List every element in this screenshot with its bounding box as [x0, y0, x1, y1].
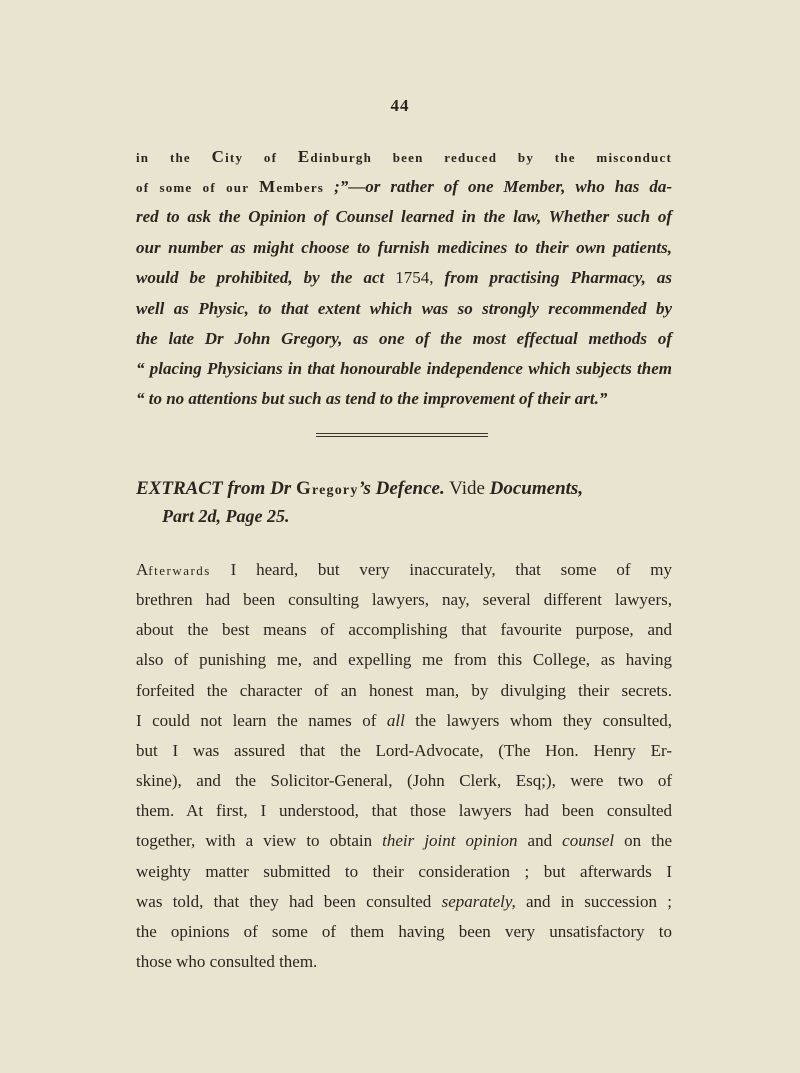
extract-heading — [136, 478, 583, 500]
text-span: the lawyers whom they consulted, — [404, 711, 672, 730]
text-span: E — [297, 147, 311, 166]
text-span: joint opinion — [414, 831, 518, 850]
text-line — [136, 268, 672, 288]
text-span: of some of our — [136, 180, 260, 195]
text-line: those who consulted them. — [136, 952, 318, 971]
text-span: ;”—or rather of one Member, who has da- — [324, 177, 672, 196]
text-span: embers — [276, 180, 325, 195]
extract-subheading: Part 2d, Page 25. — [162, 506, 290, 526]
text-span: G — [295, 478, 312, 499]
text-span: all — [386, 711, 405, 730]
text-span: together, with a view to obtain — [136, 831, 383, 850]
text-line — [136, 560, 672, 580]
text-line: our number as might choose to furnish medicines to their own patients, — [136, 238, 672, 257]
text-span: fterwards — [148, 563, 211, 578]
text-span: separately, — [441, 892, 516, 911]
text-line — [136, 711, 672, 731]
page-number: 44 — [390, 96, 410, 115]
text-line: them. At first, I understood, that those lawyers had been consulted — [136, 801, 672, 820]
text-line: well as Physic, to that extent which was so strongly recommended by — [136, 299, 672, 318]
text-span: A — [136, 560, 149, 579]
text-span: M — [259, 177, 277, 196]
text-span: of — [243, 150, 298, 165]
text-span: in the — [136, 150, 212, 165]
text-span: was told, that they had been consulted — [136, 892, 442, 911]
text-line: forfeited the character of an honest man, by divulging their secrets. — [136, 681, 672, 700]
text-line: red to ask the Opinion of Counsel learned in the law, Whether such of — [136, 207, 672, 226]
text-span: Defence. — [370, 478, 445, 499]
text-line: about the best means of accomplishing that favourite purpose, and — [136, 620, 672, 639]
text-line: weighty matter submitted to their consideration ; but afterwards I — [136, 862, 672, 881]
text-line: also of punishing me, and expelling me from this College, as having — [136, 650, 672, 669]
text-span: regory — [311, 483, 359, 498]
text-line — [136, 831, 672, 851]
text-line: brethren had been consulting lawyers, nay, several different lawyers, — [136, 590, 672, 609]
text-line: “ to no attentions but such as tend to the improvement of their art.” — [136, 389, 608, 408]
text-span: 1754, — [395, 268, 434, 287]
text-span: ’s — [358, 478, 371, 499]
text-line: the opinions of some of them having been very unsatisfactory to — [136, 922, 672, 941]
text-span: C — [211, 147, 226, 166]
text-line: skine), and the Solicitor-General, (John Clerk, Esq;), were two of — [136, 771, 672, 790]
text-line — [136, 177, 672, 197]
text-span: would be prohibited, by the act — [136, 268, 396, 287]
text-line — [136, 892, 672, 912]
text-span: on the — [614, 831, 672, 850]
section-divider — [316, 433, 488, 437]
text-span: Vide — [444, 478, 490, 499]
text-span: EXTRACT from Dr — [136, 478, 296, 499]
text-span: and — [517, 831, 563, 850]
text-span: I heard, but very inaccurately, that some of my — [210, 560, 672, 579]
text-span: dinburgh been reduced by the misconduct — [310, 150, 672, 165]
text-span: their — [382, 831, 415, 850]
text-line: the late Dr John Gregory, as one of the most effectual methods of — [136, 329, 672, 348]
text-line: but I was assured that the Lord-Advocate, (The Hon. Henry Er- — [136, 741, 672, 760]
text-span: Documents, — [489, 478, 584, 499]
text-line — [136, 147, 672, 167]
text-span: ity — [225, 150, 244, 165]
text-span: and in succession ; — [515, 892, 672, 911]
text-span: I could not learn the names of — [136, 711, 387, 730]
text-line: “ placing Physicians in that honourable independence which subjects them — [136, 359, 672, 378]
text-span: counsel — [562, 831, 615, 850]
text-span: from practising Pharmacy, as — [433, 268, 673, 287]
